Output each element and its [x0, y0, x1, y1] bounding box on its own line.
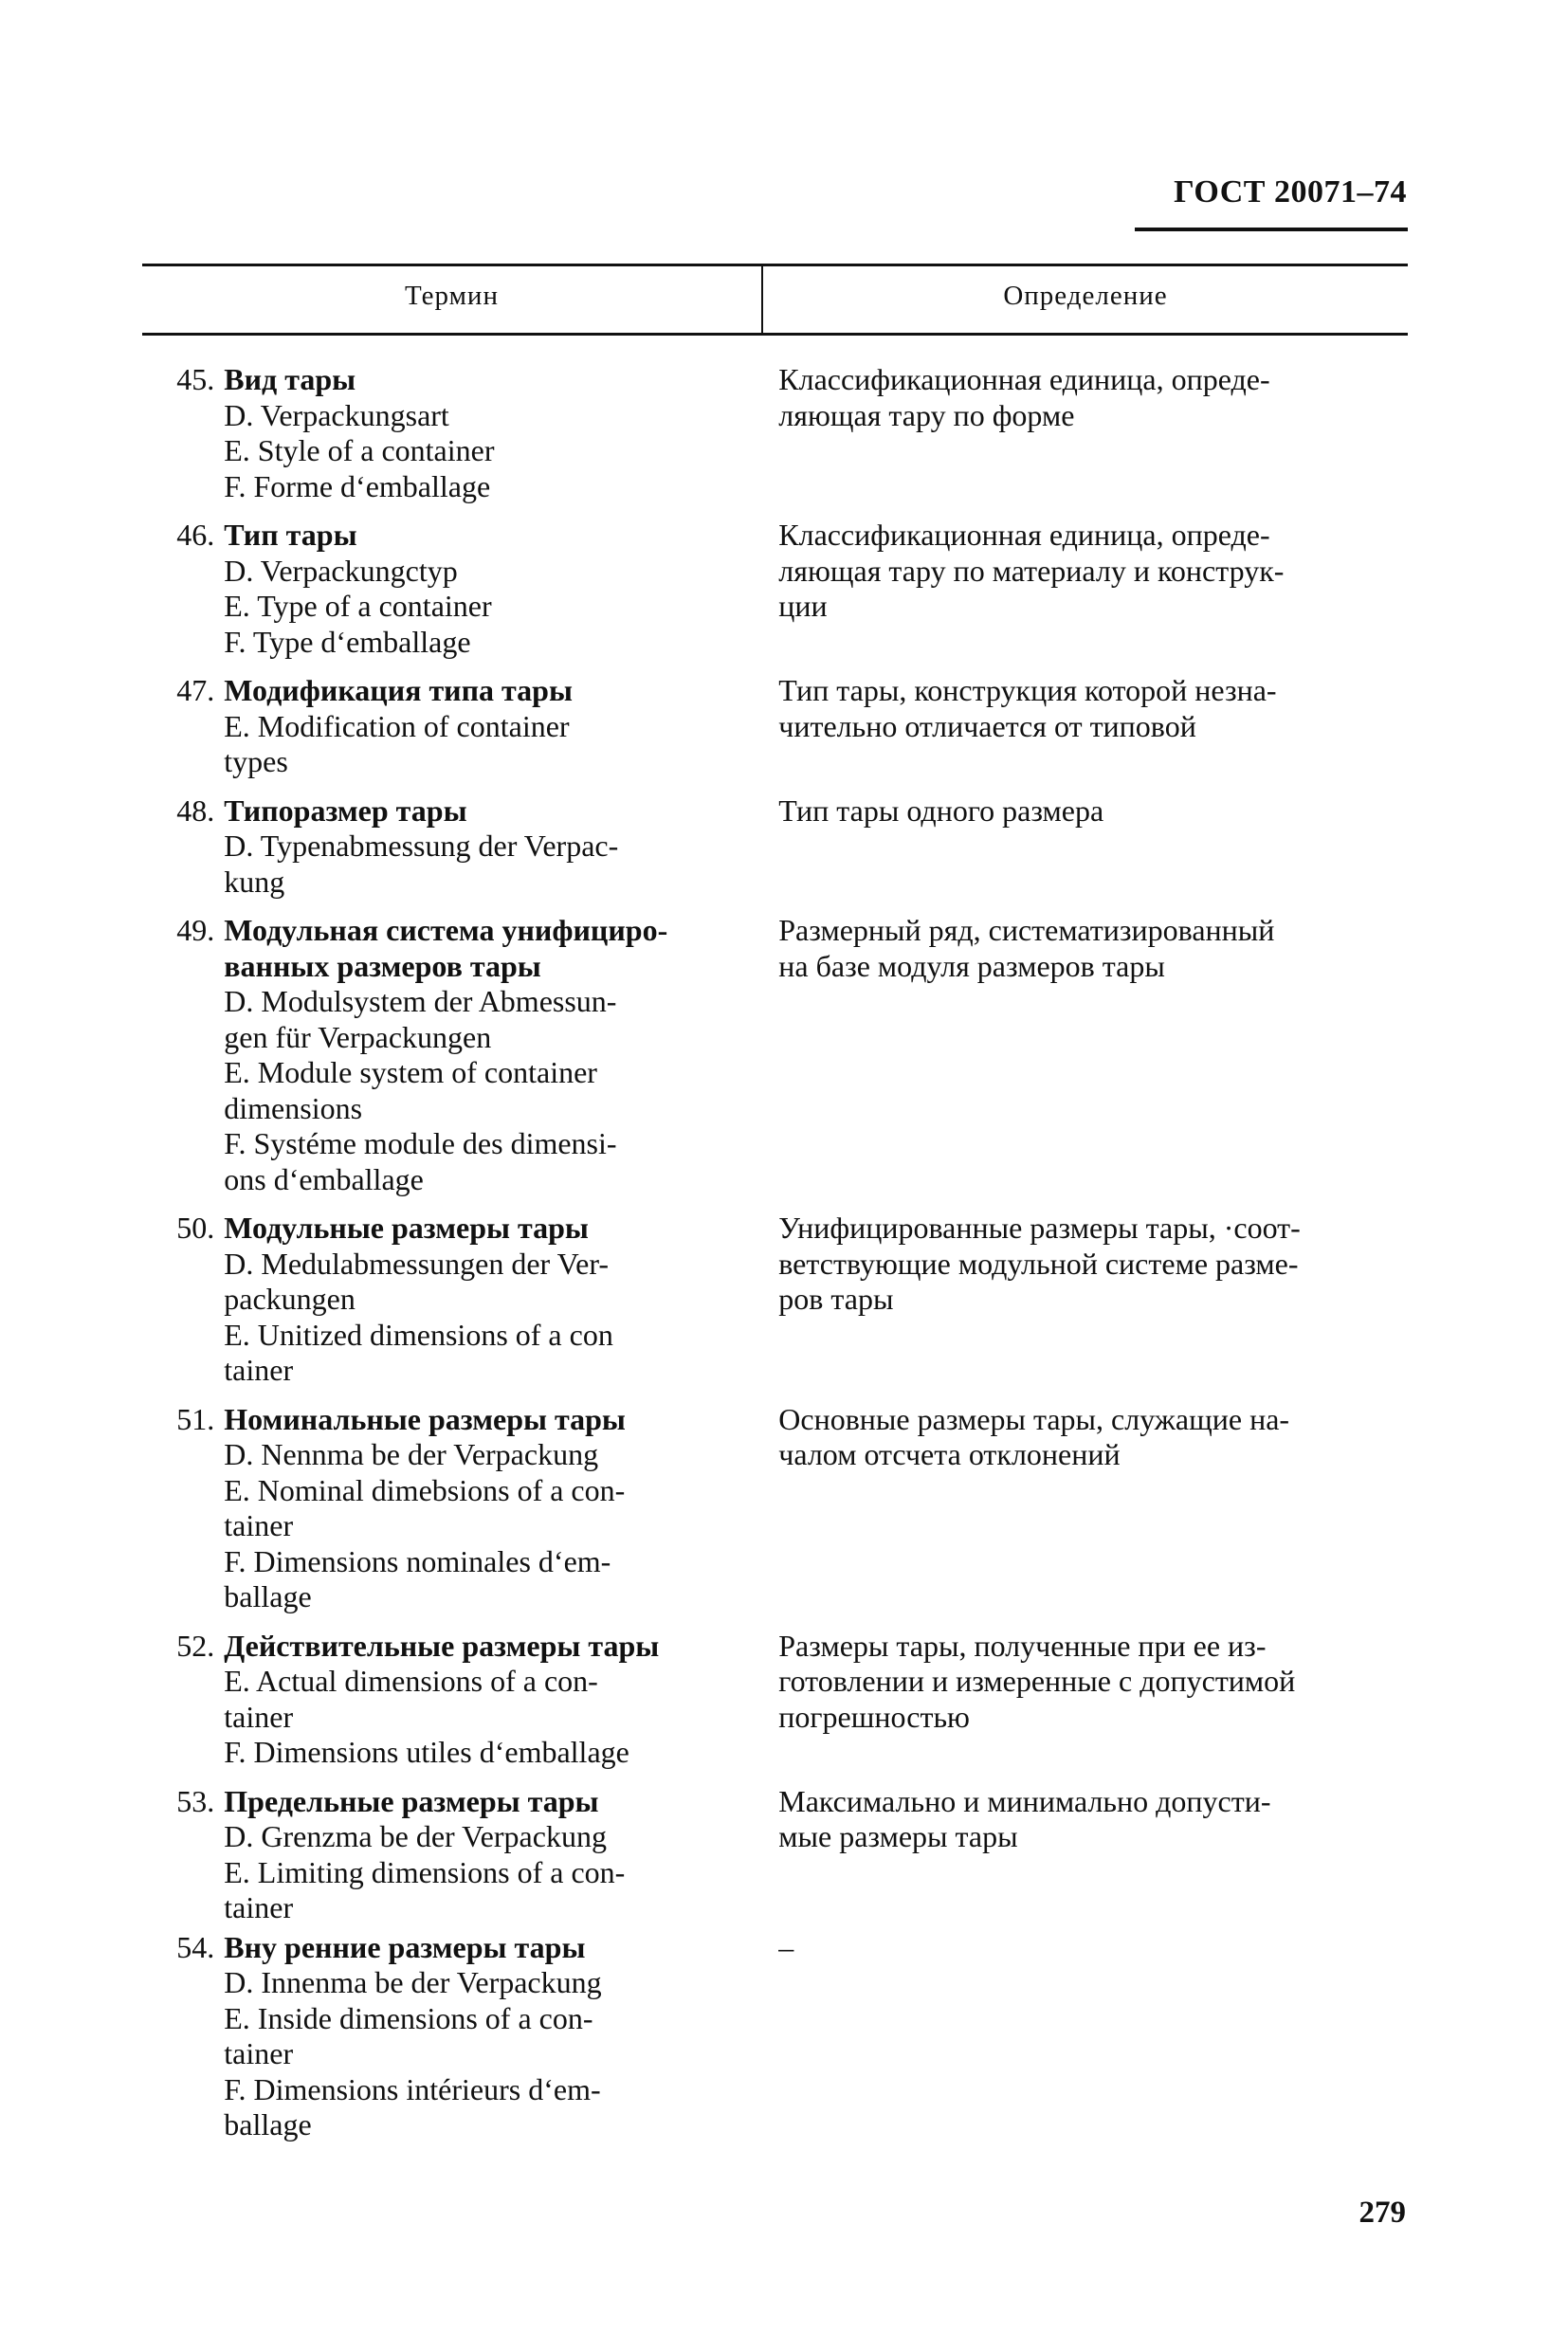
table-header-rule: [142, 333, 1408, 336]
table-row: [142, 1930, 1408, 2143]
table-row: [142, 1629, 1408, 1771]
term-russian: Вну ренние размеры тары: [224, 1929, 586, 1964]
term-translation: D. Innenma be der Verpackung: [224, 1965, 602, 1999]
header-underline: [1135, 228, 1408, 231]
term-translation: F. Forme d‘emballage: [224, 468, 491, 503]
glossary-entries: [142, 362, 1408, 2157]
entry-term: [224, 793, 678, 901]
term-russian: Предельные размеры тары: [224, 1783, 599, 1818]
table-row: [142, 913, 1408, 1197]
column-header-term: Термин: [405, 281, 499, 311]
term-russian: Номинальные размеры тары: [224, 1401, 626, 1436]
entry-number: 54.: [176, 1929, 215, 1964]
term-translation: E. Actual dimensions of a con-: [224, 1664, 598, 1698]
definition-line: –: [778, 1929, 794, 1964]
definition-line: ров тары: [778, 1282, 894, 1316]
definition-line: Унифицированные размеры тары, ·соот-: [778, 1211, 1301, 1245]
definition-line: ляющая тару по материалу и конструк-: [778, 553, 1285, 588]
term-translation: ballage: [224, 1579, 312, 1613]
term-translation: D. Verpackungsart: [224, 397, 449, 432]
entry-term: [224, 673, 678, 780]
term-translation: D. Verpackungctyp: [224, 553, 458, 588]
column-header-definition: Определение: [1003, 281, 1168, 311]
term-translation: E. Limiting dimensions of a con-: [224, 1854, 626, 1889]
table-row: [142, 362, 1408, 504]
entry-term: [224, 362, 678, 504]
term-russian: Вид тары: [224, 362, 356, 396]
entry-term: [224, 913, 678, 1197]
entry-number: 53.: [176, 1783, 215, 1818]
term-russian: Модульные размеры тары: [224, 1211, 589, 1245]
entry-definition: [750, 793, 1408, 901]
term-russian: ванных размеров тары: [224, 948, 541, 983]
definition-line: чительно отличается от типовой: [778, 708, 1196, 743]
entry-term: [224, 1402, 678, 1615]
definition-line: Тип тары, конструкция которой незна-: [778, 673, 1277, 707]
entry-term: [224, 1930, 678, 2143]
definition-line: ляющая тару по форме: [778, 397, 1075, 432]
term-translation: F. Dimensions utiles d‘emballage: [224, 1735, 629, 1769]
table-row: [142, 1402, 1408, 1615]
entry-number: 47.: [176, 673, 215, 707]
entry-number: 46.: [176, 518, 215, 552]
definition-line: ветствующие модульной системе разме-: [778, 1246, 1299, 1281]
term-translation: D. Modulsystem der Abmessun-: [224, 984, 617, 1018]
term-russian: Модификация типа тары: [224, 673, 573, 707]
entry-number: 51.: [176, 1401, 215, 1436]
term-translation: ons d‘emballage: [224, 1161, 424, 1196]
term-translation: F. Dimensions intérieurs d‘em-: [224, 2071, 601, 2106]
entry-definition: [750, 1402, 1408, 1615]
term-translation: packungen: [224, 1282, 356, 1316]
entry-definition: [750, 1629, 1408, 1771]
entry-term: [224, 518, 678, 660]
entry-number: 52.: [176, 1628, 215, 1663]
term-translation: tainer: [224, 1890, 294, 1924]
term-translation: tainer: [224, 1353, 294, 1387]
table-top-rule: [142, 264, 1408, 266]
definition-line: мые размеры тары: [778, 1819, 1018, 1853]
term-translation: tainer: [224, 1699, 294, 1734]
term-translation: kung: [224, 864, 285, 899]
definition-line: погрешностью: [778, 1699, 970, 1734]
term-translation: tainer: [224, 2036, 294, 2070]
term-translation: E. Modification of container: [224, 708, 570, 743]
entry-number: 48.: [176, 793, 215, 828]
standard-designation: ГОСТ 20071–74: [1174, 174, 1407, 210]
entry-definition: [750, 913, 1408, 1197]
term-russian: Действительные размеры тары: [224, 1628, 660, 1663]
term-translation: D. Medulabmessungen der Ver-: [224, 1246, 610, 1281]
entry-definition: [750, 1211, 1408, 1389]
entry-definition: [750, 1930, 1408, 2143]
page-number: 279: [1358, 2196, 1406, 2230]
term-translation: E. Unitized dimensions of a con: [224, 1317, 613, 1352]
entry-definition: [750, 1784, 1408, 1926]
term-russian: Тип тары: [224, 518, 357, 552]
table-row: [142, 518, 1408, 660]
table-row: [142, 673, 1408, 780]
definition-line: Тип тары одного размера: [778, 793, 1104, 828]
table-row: [142, 793, 1408, 901]
term-translation: dimensions: [224, 1090, 363, 1125]
term-translation: E. Type of a container: [224, 589, 492, 623]
definition-line: готовлении и измеренные с допустимой: [778, 1664, 1296, 1698]
definition-line: на базе модуля размеров тары: [778, 948, 1165, 983]
entry-number: 50.: [176, 1211, 215, 1245]
definition-line: Максимально и минимально допусти-: [778, 1783, 1271, 1818]
entry-definition: [750, 362, 1408, 504]
entry-number: 45.: [176, 362, 215, 396]
term-translation: gen für Verpackungen: [224, 1019, 492, 1054]
term-translation: F. Type d‘emballage: [224, 624, 471, 659]
entry-term: [224, 1211, 678, 1389]
definition-line: ции: [778, 589, 828, 623]
term-translation: E. Module system of container: [224, 1055, 597, 1089]
definition-line: Размерный ряд, систематизированный: [778, 913, 1275, 947]
definition-line: Размеры тары, полученные при ее из-: [778, 1628, 1267, 1663]
table-row: [142, 1211, 1408, 1389]
term-translation: types: [224, 744, 288, 778]
term-russian: Типоразмер тары: [224, 793, 467, 828]
definition-line: Классификационная единица, опреде-: [778, 518, 1270, 552]
entry-term: [224, 1629, 678, 1771]
term-russian: Модульная система унифициро-: [224, 913, 668, 947]
term-translation: ballage: [224, 2107, 312, 2141]
entry-definition: [750, 518, 1408, 660]
term-translation: D. Nennma be der Verpackung: [224, 1437, 599, 1471]
term-translation: E. Nominal dimebsions of a con-: [224, 1472, 626, 1507]
entry-definition: [750, 673, 1408, 780]
term-translation: E. Style of a container: [224, 433, 495, 467]
table-row: [142, 1784, 1408, 1926]
definition-line: Классификационная единица, опреде-: [778, 362, 1270, 396]
term-translation: F. Systéme module des dimensi-: [224, 1126, 617, 1160]
entry-number: 49.: [176, 913, 215, 947]
term-translation: F. Dimensions nominales d‘em-: [224, 1543, 611, 1578]
term-translation: E. Inside dimensions of a con-: [224, 2000, 593, 2035]
definition-line: Основные размеры тары, служащие на-: [778, 1401, 1290, 1436]
entry-term: [224, 1784, 678, 1926]
term-translation: D. Grenzma be der Verpackung: [224, 1819, 607, 1853]
term-translation: tainer: [224, 1508, 294, 1542]
term-translation: D. Typenabmessung der Verpac-: [224, 829, 619, 863]
definition-line: чалом отсчета отклонений: [778, 1437, 1121, 1471]
